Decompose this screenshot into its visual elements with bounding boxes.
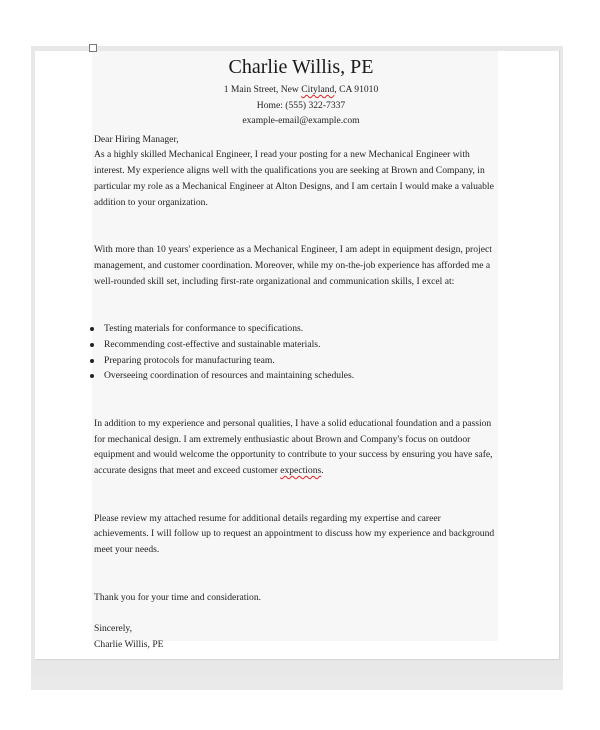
paragraph-education-end: . bbox=[321, 465, 324, 477]
list-item: Recommending cost-effective and sustainable materials. bbox=[94, 337, 496, 353]
address-state-zip: , CA 91010 bbox=[334, 84, 379, 95]
paragraph-education-text: In addition to my experience and personal qualities, I have a solid educational foundation and a passion for mechanical design. I am extremely enthusiastic about Brown and Company's focus on outdoor equipment and would welcome the opportunity to contribute to your success by ensuring you have safe, accurate designs that meet and exceed customer bbox=[94, 417, 493, 477]
list-item: Preparing protocols for manufacturing team. bbox=[94, 353, 496, 369]
misspelled-word: expections bbox=[280, 465, 322, 477]
paragraph-follow-up: Please review my attached resume for additional details regarding my expertise and career achievements. I will follow up to request an appointment to discuss how my experience and background meet your needs. bbox=[94, 512, 495, 556]
sender-name: Charlie Willis, PE bbox=[228, 56, 374, 78]
address-city-misspelled: Cityland bbox=[301, 84, 335, 95]
sender-address bbox=[100, 82, 502, 98]
paragraph-intro: As a highly skilled Mechanical Engineer, I read your posting for a new Mechanical Engineer with interest. My experience aligns well with the qualifications you are seeking at Brown and Company, in particular my role as a Mechanical Engineer at Alton Designs, and I am certain I would make a valuable addition to your organization. bbox=[94, 149, 494, 208]
paragraph-education bbox=[94, 416, 496, 479]
letter-header bbox=[100, 52, 502, 129]
page-bottom-bar bbox=[31, 676, 563, 690]
skills-list bbox=[94, 321, 496, 384]
table-move-handle-icon[interactable] bbox=[89, 44, 97, 52]
list-item: Testing materials for conformance to specifications. bbox=[94, 321, 496, 337]
list-item: Overseeing coordination of resources and maintaining schedules. bbox=[94, 368, 496, 384]
signature: Charlie Willis, PE bbox=[94, 639, 164, 650]
cover-letter[interactable] bbox=[94, 52, 496, 653]
address-street: 1 Main Street, New bbox=[223, 84, 302, 95]
salutation: Dear Hiring Manager, bbox=[94, 133, 179, 145]
sender-phone: Home: (555) 322-7337 bbox=[256, 99, 346, 111]
sender-email: example-email@example.com bbox=[242, 115, 360, 126]
closing: Sincerely, bbox=[94, 623, 133, 635]
paragraph-thanks: Thank you for your time and consideration. bbox=[94, 591, 262, 603]
paragraph-experience: With more than 10 years' experience as a Mechanical Engineer, I am adept in equipment design, project management, and customer coordination. Moreover, while my on-the-job experience has afforded me a well-rounded skill set, including first-rate organizational and communication skills, I excel at: bbox=[94, 244, 492, 287]
